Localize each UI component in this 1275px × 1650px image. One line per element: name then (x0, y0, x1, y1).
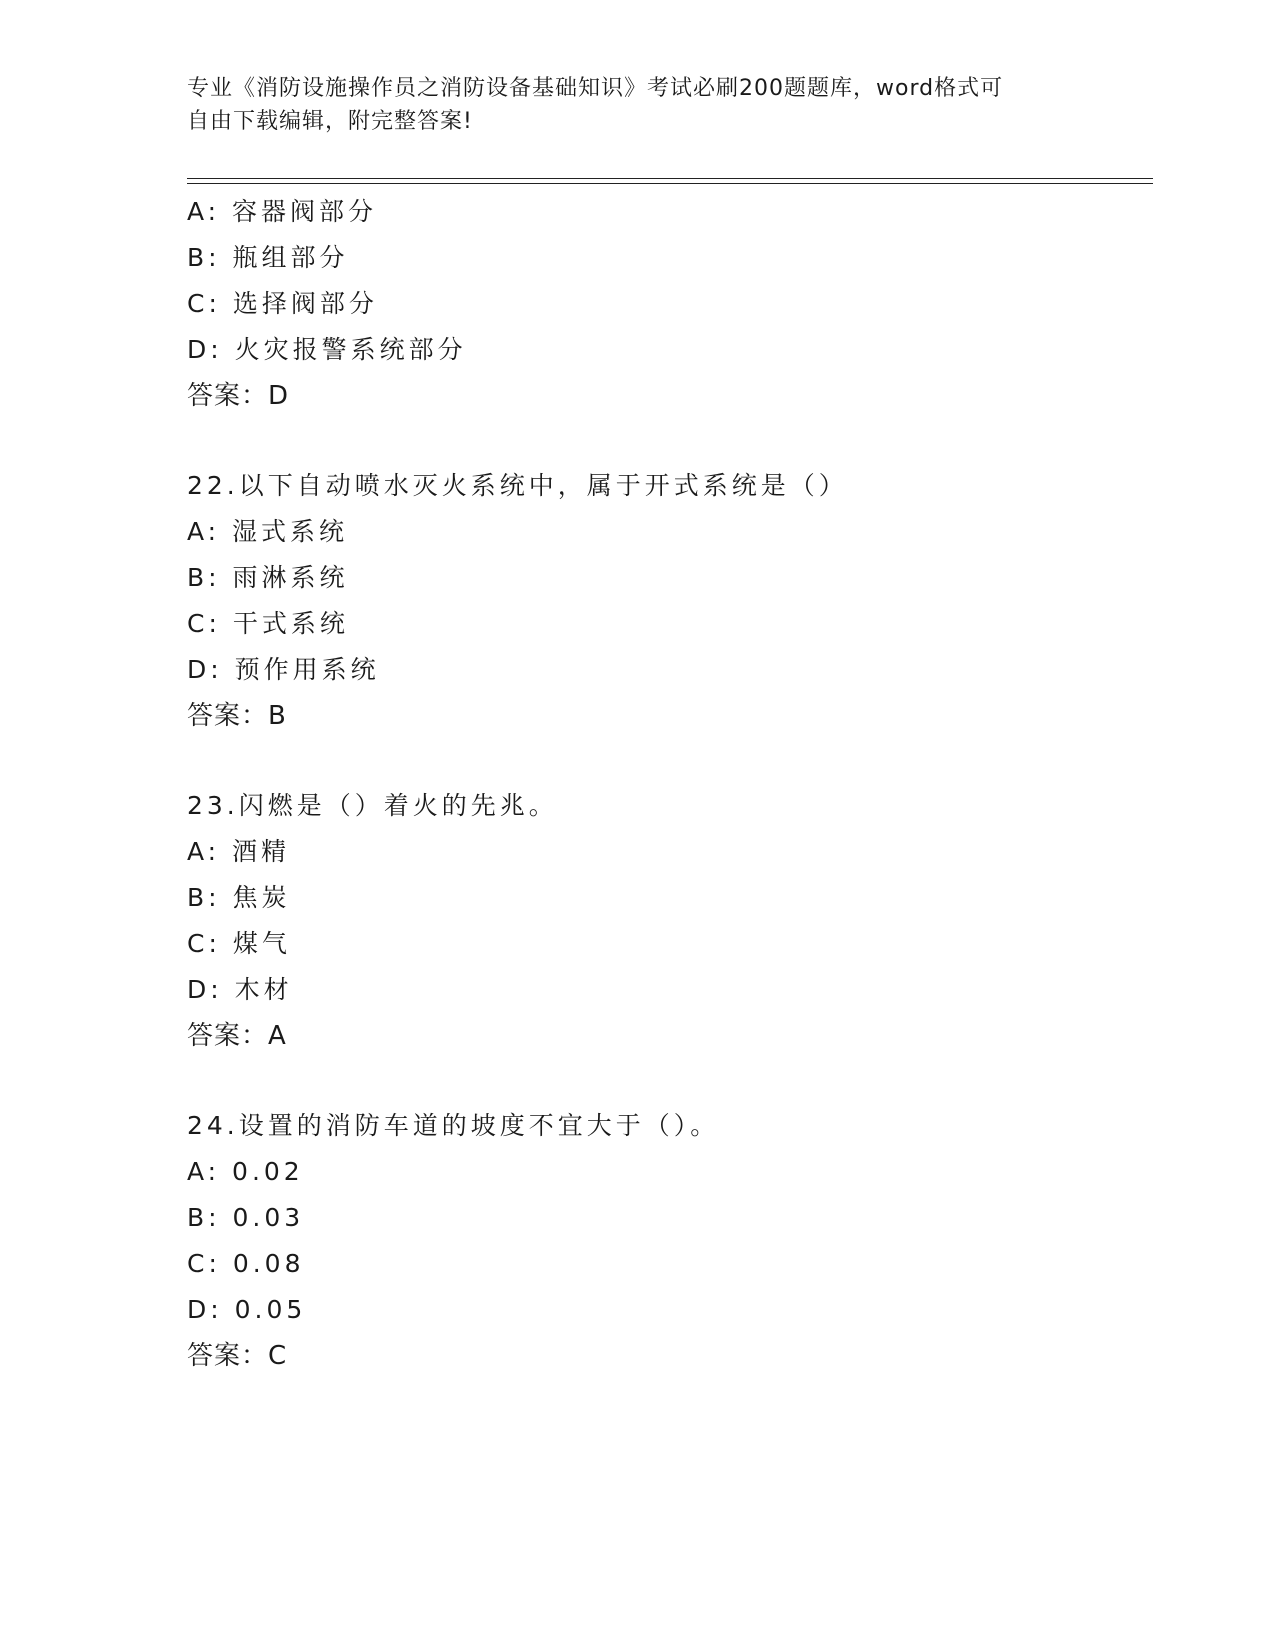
option-d: D: 火灾报警系统部分 (187, 335, 467, 364)
option-a: A: 湿式系统 (187, 517, 349, 546)
document-body (187, 189, 1147, 1379)
question-block-21 (187, 189, 1147, 419)
option-a: A: 容器阀部分 (187, 197, 378, 226)
option-d: D: 木材 (187, 975, 293, 1004)
question-title: 23.闪燃是（）着火的先兆。 (187, 791, 558, 820)
answer-line: 答案：C (187, 1341, 288, 1371)
question-block-23 (187, 783, 1147, 1059)
question-title: 22.以下自动喷水灭火系统中，属于开式系统是（） (187, 471, 848, 500)
document-header (187, 72, 1087, 138)
option-c: C: 煤气 (187, 929, 291, 958)
spacer (187, 739, 1147, 783)
option-b: B: 焦炭 (187, 883, 291, 912)
question-block-22 (187, 463, 1147, 739)
option-c: C: 选择阀部分 (187, 289, 378, 318)
answer-line: 答案：B (187, 701, 287, 731)
spacer (187, 419, 1147, 463)
answer-line: 答案：A (187, 1021, 287, 1051)
option-b: B: 瓶组部分 (187, 243, 349, 272)
header-line-1: 专业《消防设施操作员之消防设备基础知识》考试必刷200题题库，word格式可 (187, 76, 1004, 101)
spacer (187, 1059, 1147, 1103)
option-c: C: 0.08 (187, 1249, 305, 1278)
header-line-2: 自由下载编辑，附完整答案! (187, 109, 473, 134)
option-c: C: 干式系统 (187, 609, 349, 638)
header-divider-top (187, 178, 1153, 179)
option-a: A: 酒精 (187, 837, 291, 866)
option-d: D: 0.05 (187, 1295, 307, 1324)
option-d: D: 预作用系统 (187, 655, 380, 684)
header-divider-bottom (187, 183, 1153, 184)
option-a: A: 0.02 (187, 1157, 304, 1186)
question-block-24 (187, 1103, 1147, 1379)
answer-line: 答案：D (187, 381, 290, 411)
option-b: B: 0.03 (187, 1203, 305, 1232)
option-b: B: 雨淋系统 (187, 563, 349, 592)
question-title: 24.设置的消防车道的坡度不宜大于（）。 (187, 1111, 720, 1140)
